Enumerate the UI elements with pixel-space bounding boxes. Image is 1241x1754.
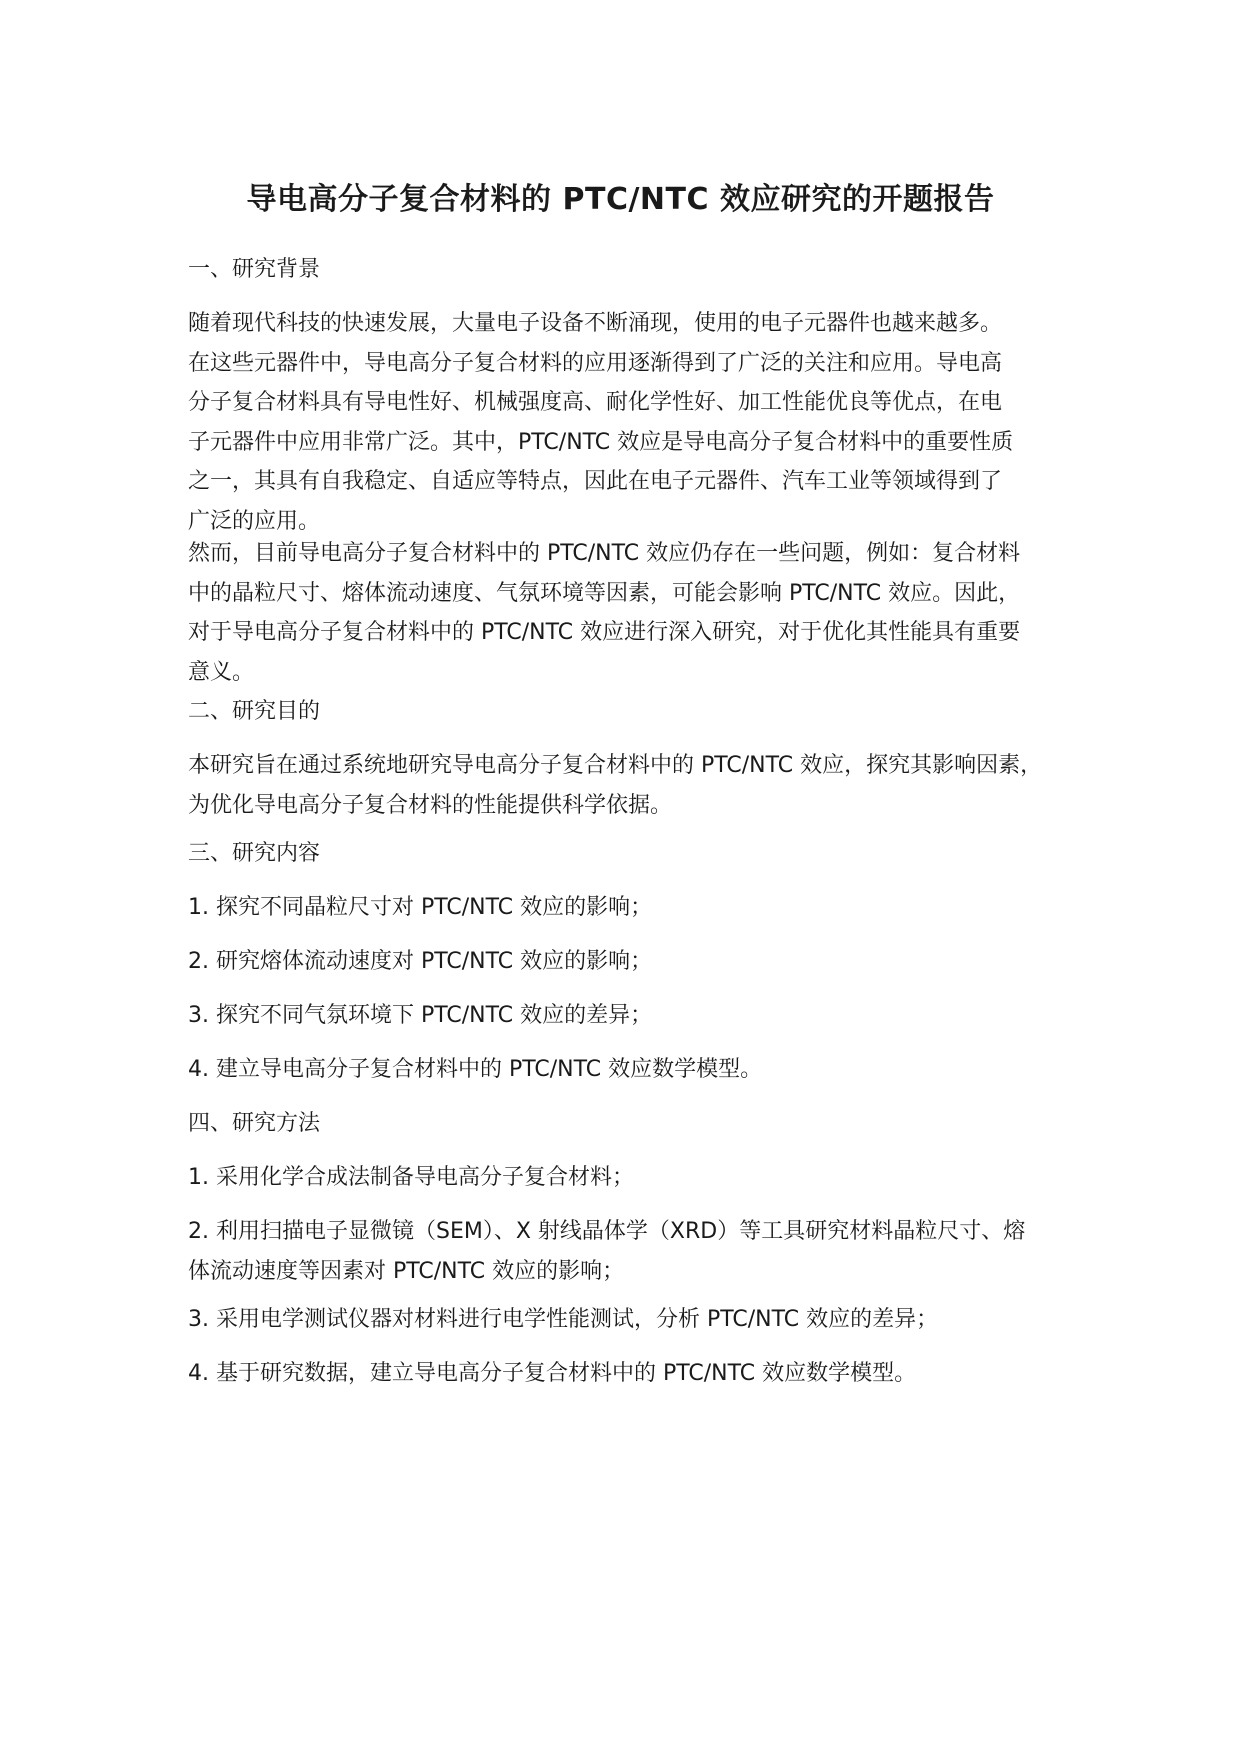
paragraph-line: 分子复合材料具有导电性好、机械强度高、耐化学性好、加工性能优良等优点，在电 (188, 390, 1003, 415)
paragraph-line: 本研究旨在通过系统地研究导电高分子复合材料中的 PTC/NTC 效应，探究其影响因素， (188, 753, 1043, 778)
list-item (188, 1354, 1068, 1394)
list-item-text: 4. 基于研究数据，建立导电高分子复合材料中的 PTC/NTC 效应数学模型。 (188, 1361, 917, 1386)
list-item (188, 1158, 1068, 1198)
list-item-text: 4. 建立导电高分子复合材料中的 PTC/NTC 效应数学模型。 (188, 1057, 763, 1082)
list-item (188, 1050, 1068, 1090)
list-item-text: 3. 采用电学测试仪器对材料进行电学性能测试，分析 PTC/NTC 效应的差异； (188, 1307, 939, 1332)
section-heading-content (188, 834, 1068, 874)
paragraph-purpose (188, 746, 1068, 825)
list-item-text: 1. 探究不同晶粒尺寸对 PTC/NTC 效应的影响； (188, 895, 653, 920)
heading-text: 一、研究背景 (188, 257, 321, 282)
paragraph-background-1 (188, 304, 1068, 541)
list-item-text: 2. 研究熔体流动速度对 PTC/NTC 效应的影响； (188, 949, 653, 974)
section-heading-methods (188, 1104, 1068, 1144)
list-item (188, 1300, 1068, 1340)
heading-text: 四、研究方法 (188, 1111, 321, 1136)
section-heading-background (188, 250, 1068, 290)
paragraph-line: 子元器件中应用非常广泛。其中，PTC/NTC 效应是导电高分子复合材料中的重要性质 (188, 429, 1014, 455)
list-item-text: 1. 采用化学合成法制备导电高分子复合材料； (188, 1165, 634, 1190)
paragraph-line: 意义。 (188, 659, 255, 685)
list-item (188, 942, 1068, 982)
paragraph-line: 随着现代科技的快速发展，大量电子设备不断涌现，使用的电子元器件也越来越多。 (188, 311, 1003, 336)
paragraph-line: 对于导电高分子复合材料中的 PTC/NTC 效应进行深入研究，对于优化其性能具有重要 (188, 620, 1021, 645)
list-item-text: 体流动速度等因素对 PTC/NTC 效应的影响； (188, 1258, 625, 1284)
paragraph-line: 中的晶粒尺寸、熔体流动速度、气氛环境等因素，可能会影响 PTC/NTC 效应。因此， (188, 580, 1021, 606)
document-title: 导电高分子复合材料的 PTC/NTC 效应研究的开题报告 (246, 182, 995, 217)
paragraph-line: 之一，其具有自我稳定、自适应等特点，因此在电子元器件、汽车工业等领域得到了 (188, 469, 1003, 494)
paragraph-background-2 (188, 534, 1068, 692)
list-item-text: 2. 利用扫描电子显微镜（SEM）、X 射线晶体学（XRD）等工具研究材料晶粒尺寸、熔 (188, 1219, 1026, 1244)
heading-text: 二、研究目的 (188, 699, 321, 724)
paragraph-line: 为优化导电高分子复合材料的性能提供科学依据。 (188, 792, 673, 818)
section-heading-purpose (188, 692, 1068, 732)
paragraph-line: 广泛的应用。 (188, 508, 321, 534)
heading-text: 三、研究内容 (188, 841, 321, 866)
paragraph-line: 在这些元器件中，导电高分子复合材料的应用逐渐得到了广泛的关注和应用。导电高 (188, 350, 1003, 376)
list-item (188, 1212, 1068, 1291)
list-item-text: 3. 探究不同气氛环境下 PTC/NTC 效应的差异； (188, 1003, 653, 1028)
list-item (188, 888, 1068, 928)
list-item (188, 996, 1068, 1036)
paragraph-line: 然而，目前导电高分子复合材料中的 PTC/NTC 效应仍存在一些问题，例如：复合材料 (188, 541, 1021, 566)
